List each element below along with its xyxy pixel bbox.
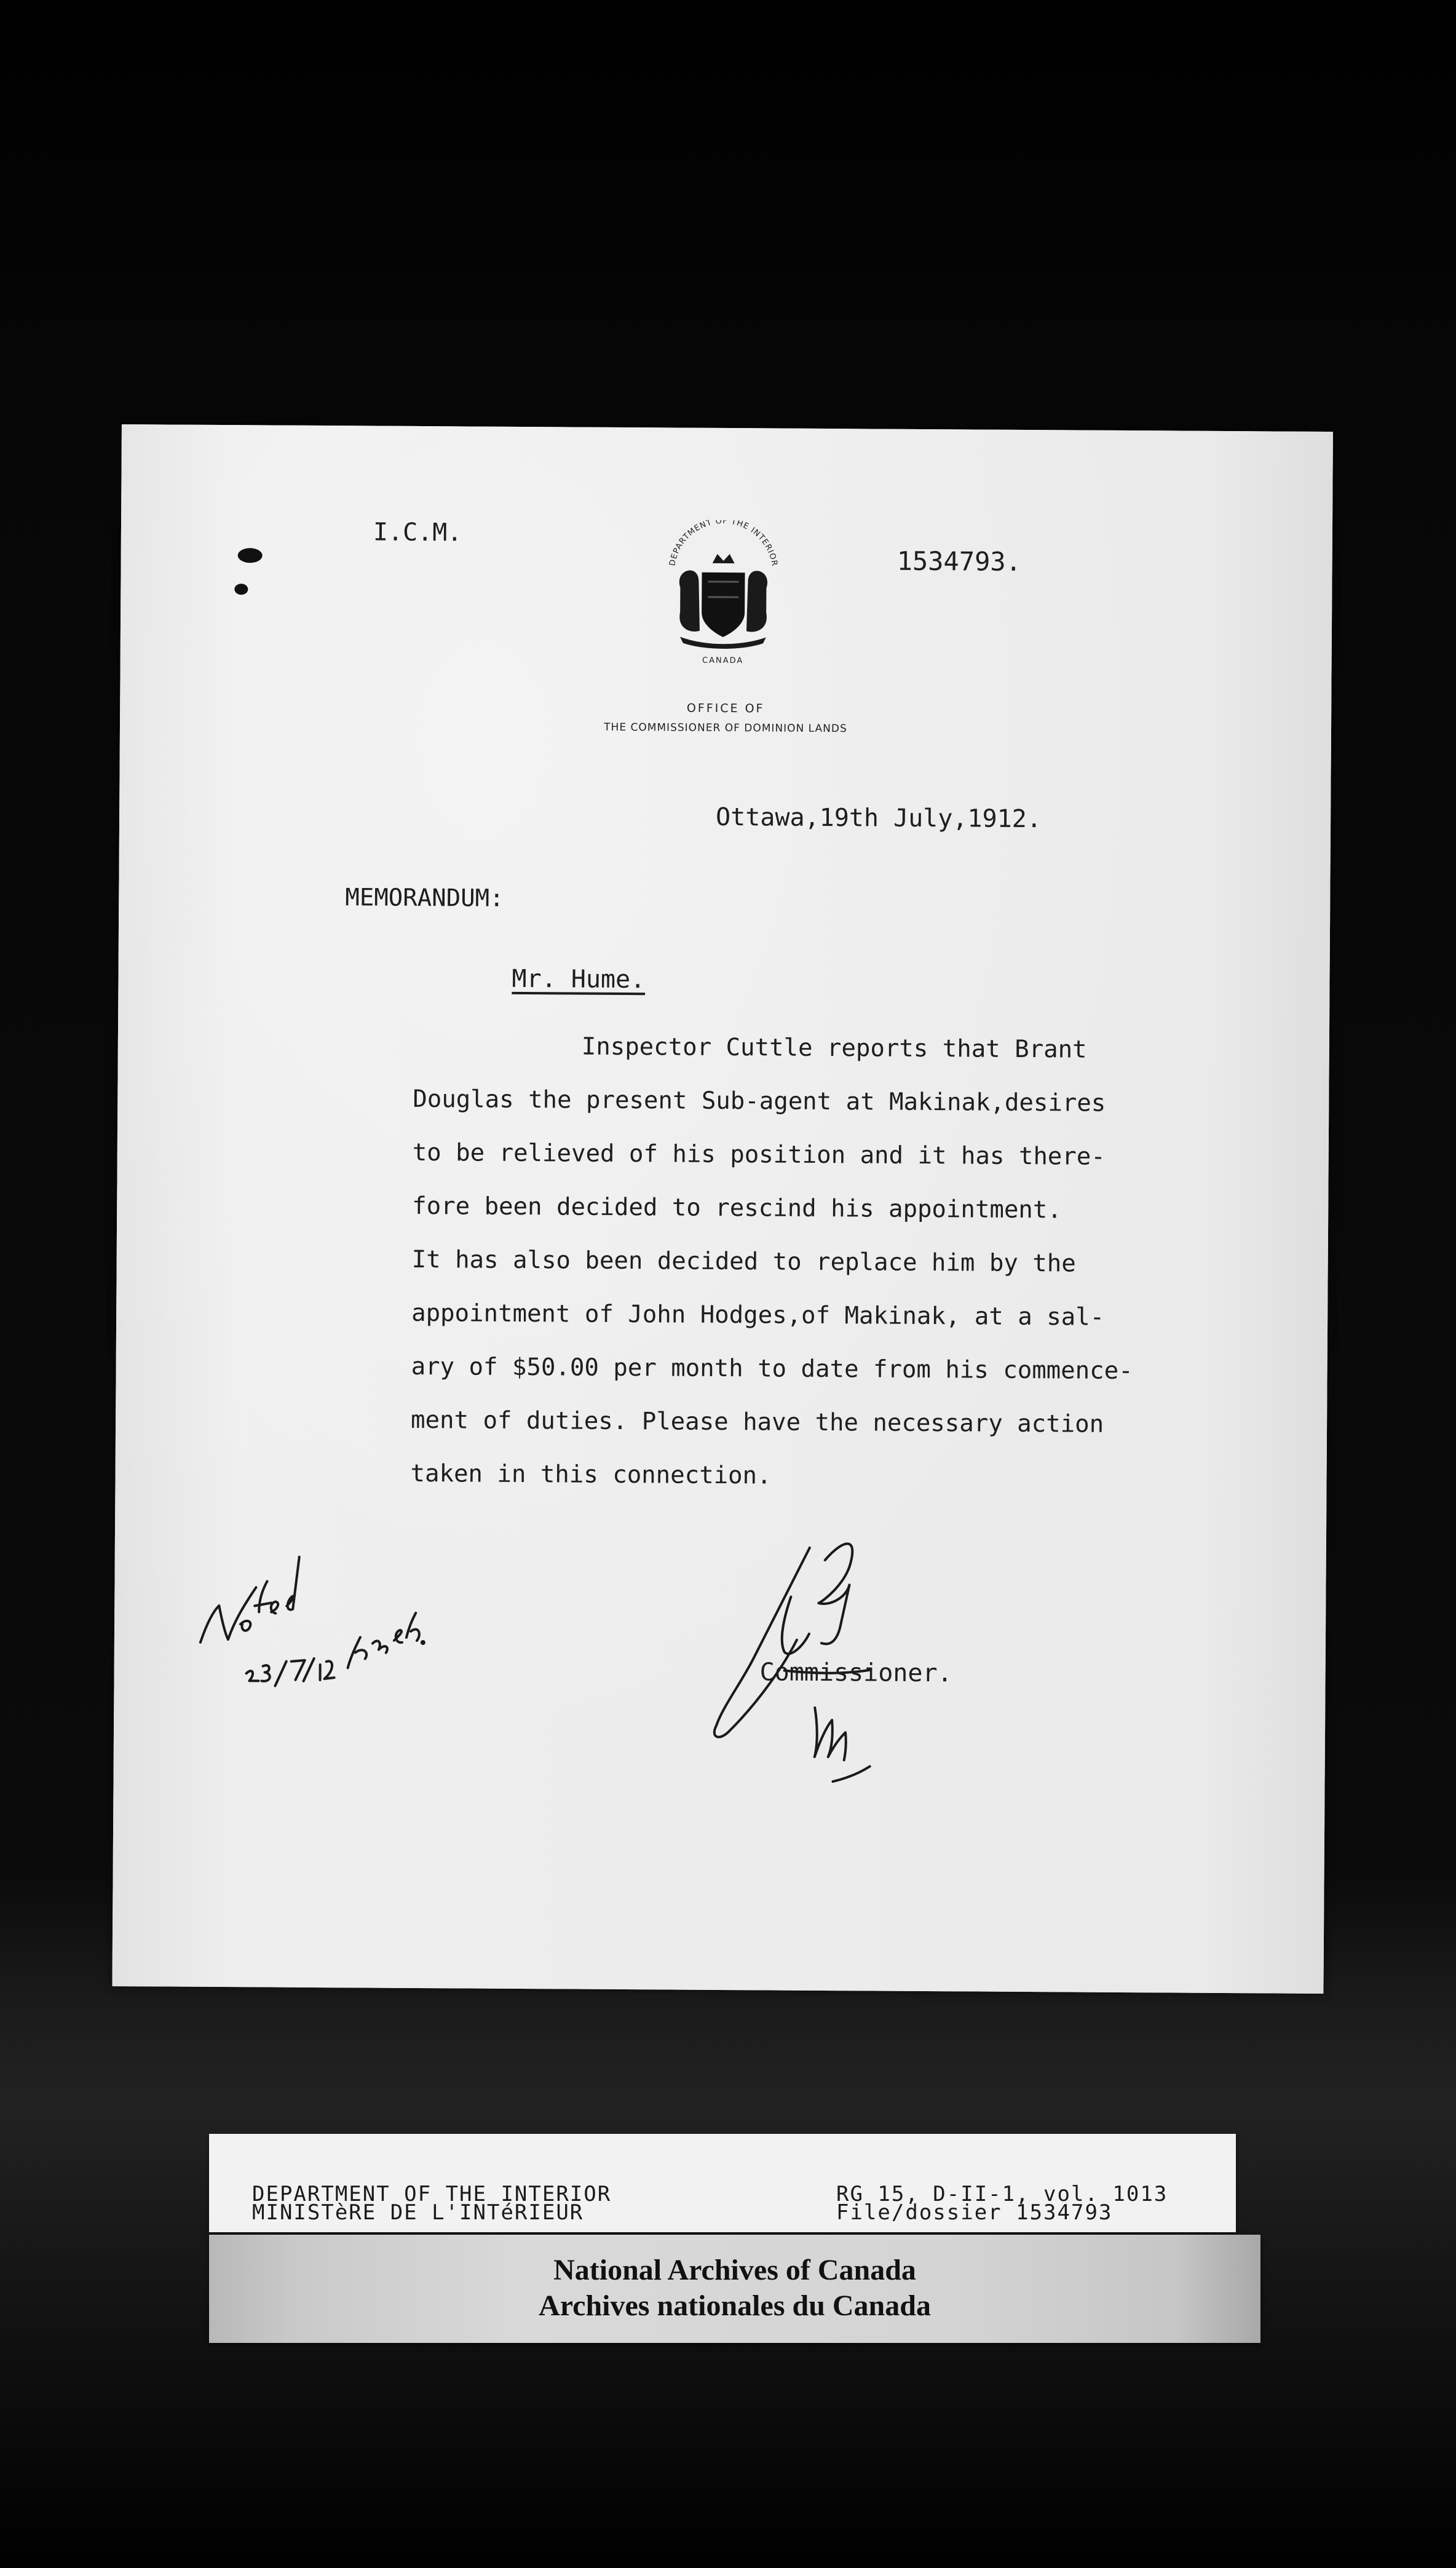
header-initials: I.C.M. [373, 518, 462, 547]
file-dossier-number: File/dossier 1534793 [836, 2200, 1113, 2225]
department-crest [655, 520, 791, 668]
body-line: Douglas the present Sub-agent at Makinak,desires [413, 1085, 1106, 1117]
body-line: fore been decided to rescind his appointment. [412, 1192, 1062, 1224]
body-line: Inspector Cuttle reports that Brant [581, 1032, 1087, 1064]
archive-reference-label [209, 2134, 1236, 2232]
ink-blot [234, 584, 248, 595]
crest-icon [655, 520, 791, 668]
department-name-en: DEPARTMENT OF THE INTERIOR [252, 2182, 612, 2206]
office-label: OFFICE OF [686, 701, 765, 716]
handwritten-noted-annotation [194, 1520, 453, 1706]
crest-country: CANADA [702, 656, 744, 666]
body-line: appointment of John Hodges,of Makinak, at a sal- [411, 1299, 1105, 1331]
archives-name-en: National Archives of Canada [553, 2254, 916, 2286]
memo-type-heading: MEMORANDUM: [345, 884, 504, 913]
body-line: taken in this connection. [410, 1459, 772, 1490]
archives-name-fr: Archives nationales du Canada [539, 2289, 931, 2322]
body-line: to be relieved of his position and it has there- [412, 1138, 1106, 1171]
memo-body [410, 1032, 1262, 1518]
svg-text:DEPARTMENT OF THE INTERIOR [668, 520, 779, 567]
body-line: ary of $50.00 per month to date from his commence- [411, 1352, 1133, 1385]
signoff-title: Commissioner. [759, 1658, 952, 1688]
body-line: ment of duties. Please have the necessary action [410, 1406, 1104, 1438]
department-name-fr: MINISTèRE DE L'INTéRIEUR [252, 2200, 584, 2225]
memorandum-sheet [112, 424, 1332, 1994]
archives-name-label [209, 2235, 1260, 2343]
memo-date: Ottawa,19th July,1912. [715, 802, 1042, 834]
memo-addressee: Mr. Hume. [512, 964, 646, 994]
office-name: THE COMMISSIONER OF DOMINION LANDS [604, 721, 847, 735]
crest-ring-text: DEPARTMENT OF THE INTERIOR [668, 520, 779, 568]
file-number: 1534793. [896, 545, 1022, 577]
ink-blot [238, 548, 263, 563]
body-line: It has also been decided to replace him by the [411, 1245, 1076, 1278]
record-group-reference: RG 15, D-II-1, vol. 1013 [836, 2182, 1168, 2206]
